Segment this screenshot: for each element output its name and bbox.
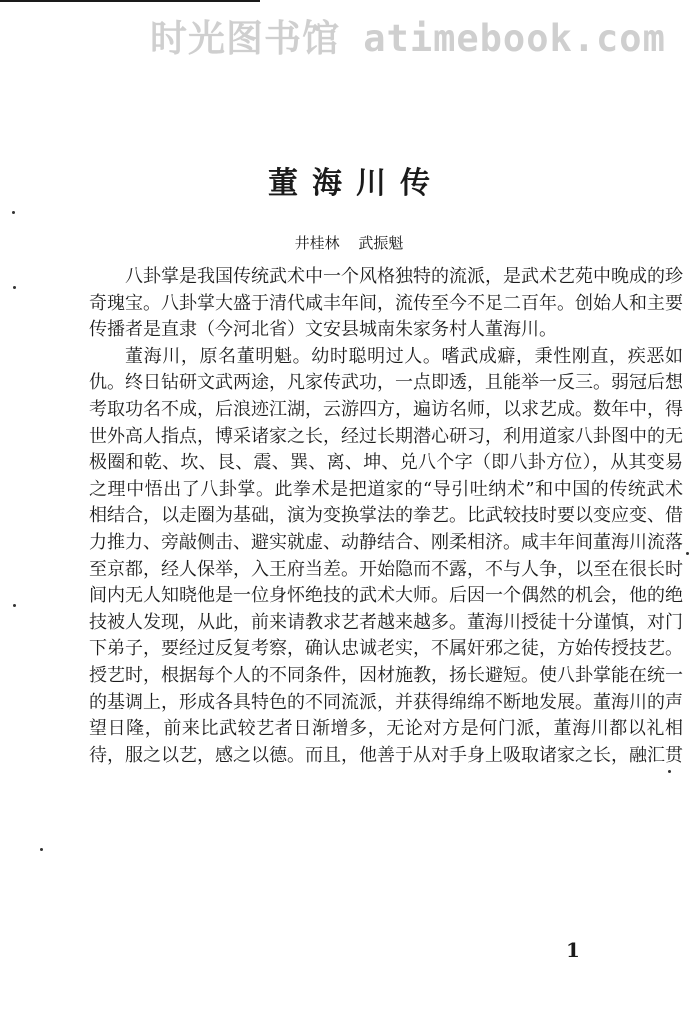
article-authors: 井桂林 武振魁 xyxy=(294,234,404,252)
scan-speck xyxy=(12,211,15,214)
paragraph-2: 董海川，原名董明魁。幼时聪明过人。嗜武成癖，秉性刚直，疾恶如仇。终日钻研文武两途，凡家传武功，一点即透，且能举一反三。弱冠后想考取功名不成，后浪迹江湖，云游四方，遍访名师，以求艺成。数年中，得世外高人指点，博采诸家之长，经过长期潜心研习，利用道家八卦图中的无极圈和乾、坎、艮、震、巽、离、坤、兑八个字（即八卦方位），从其变易之理中悟出了八卦掌。此拳术是把道家的“导引吐纳术”和中国的传统武术相结合，以走圈为基础，演为变换掌法的拳艺。比武较技时要以变应变、借力推力、旁敲侧击、避实就虚、动静结合、刚柔相济。咸丰年间董海川流落至京都，经人保举，入王府当差。开始隐而不露，不与人争，以至在很长时间内无人知晓他是一位身怀绝技的武术大师。后因一个偶然的机会，他的绝技被人发现，从此，前来请教求艺者越来越多。董海川授徒十分谨慎，对门下弟子，要经过反复考察，确认忠诚老实，不属奸邪之徒，方始传授技艺。授艺时，根据每个人的不同条件，因材施教，扬长避短。使八卦掌能在统一的基调上，形成各具特色的不同流派，并获得绵绵不断地发展。董海川的声望日隆，前来比武较艺者日渐增多，无论对方是何门派，董海川都以礼相待，服之以艺，感之以德。而且，他善于从对手身上吸取诸家之长，融汇贯 xyxy=(89,345,683,766)
paragraph-1: 八卦掌是我国传统武术中一个风格独特的流派，是武术艺苑中晚成的珍奇瑰宝。八卦掌大盛于清代咸丰年间，流传至今不足二百年。创始人和主要传播者是直隶（今河北省）文安县城南朱家务村人董海川。 xyxy=(89,266,683,341)
scan-speck xyxy=(13,286,16,289)
scan-speck xyxy=(668,770,671,773)
scan-speck xyxy=(40,848,43,851)
article-body xyxy=(89,264,683,769)
top-rule xyxy=(0,0,260,2)
page-number: 1 xyxy=(566,938,580,962)
site-watermark: 时光图书馆 atimebook.com xyxy=(150,17,666,60)
scan-speck xyxy=(13,604,16,607)
article-title: 董海川传 xyxy=(268,166,444,201)
scan-speck xyxy=(686,552,689,555)
